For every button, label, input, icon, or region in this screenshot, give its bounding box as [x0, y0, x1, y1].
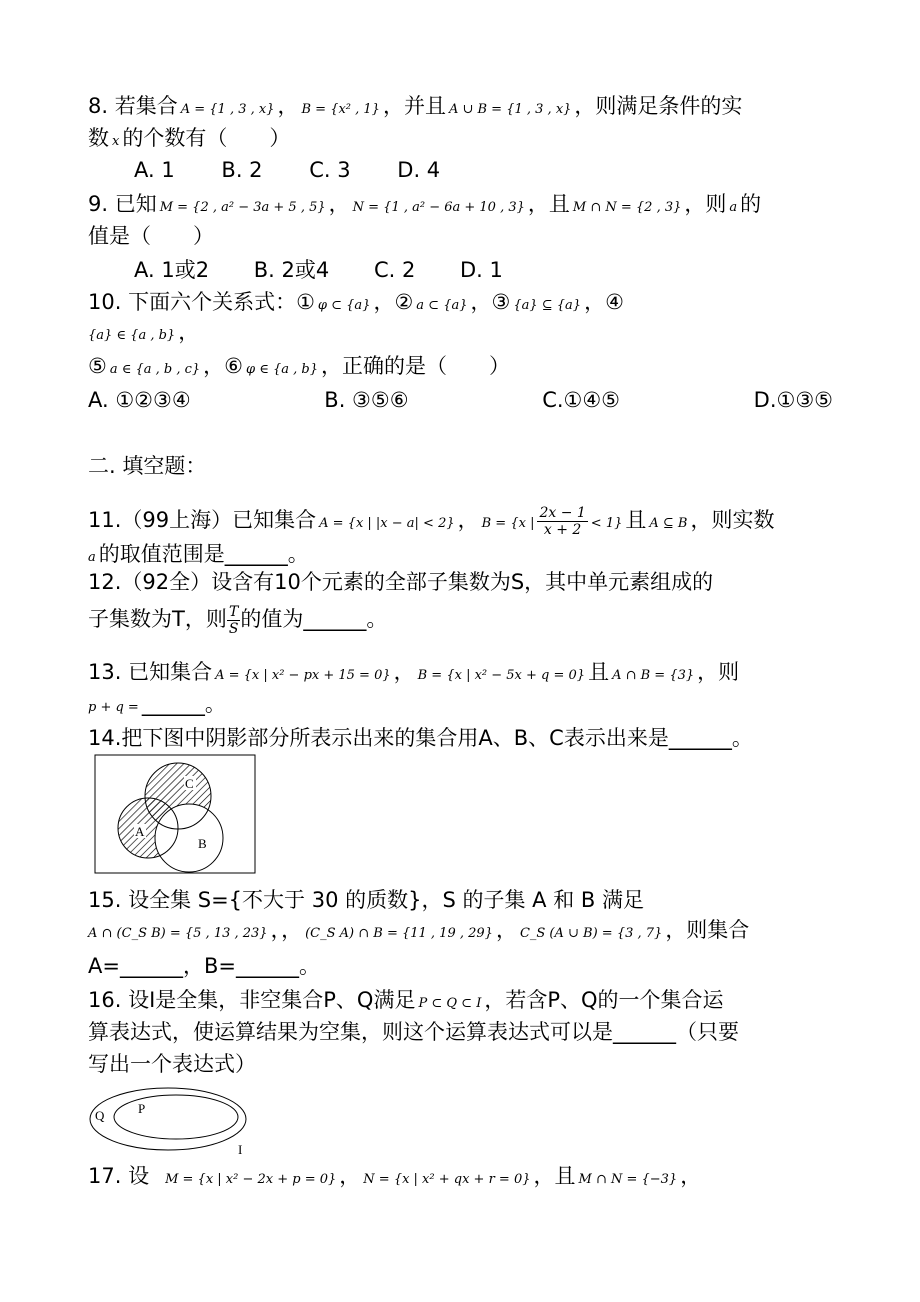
- q8-option-a: A. 1: [134, 158, 175, 182]
- q16-line1: 16. 设I是全集，非空集合P、Q满足 P ⊂ Q ⊂ I ，若含P、Q的一个集合运: [88, 988, 724, 1012]
- q9-line1: 9. 已知 M = {2 , a² − 3a + 5 , 5} ， N = {1 , a² − 6a + 10 , 3} ，且 M ∩ N = {2 , 3} ，则 a 的: [88, 192, 762, 216]
- q8-line1: 8. 若集合 A = {1 , 3 , x} ， B = {x² , 1} ，并且 A ∪ B = {1 , 3 , x} ，则满足条件的实: [88, 94, 743, 118]
- q13-line1: 13. 已知集合 A = {x | x² − px + 15 = 0} ， B = {x | x² − 5x + q = 0} 且 A ∩ B = {3} ，则: [88, 660, 740, 684]
- q8-option-b: B. 2: [221, 158, 263, 182]
- q9-option-a: A. 1或2: [134, 258, 210, 282]
- q9-options: [134, 256, 894, 284]
- q17-line1: 17. 设 M = {x | x² − 2x + p = 0} ， N = {x | x² + qx + r = 0} ，且 M ∩ N = {−3} ，: [88, 1164, 702, 1188]
- q13-line2: p + q = ______。: [88, 692, 226, 716]
- q16-line2: 算表达式，使运算结果为空集，则这个运算表达式可以是______（只要: [88, 1020, 739, 1044]
- venn-label-c: C: [185, 776, 194, 791]
- q9-line2: 值是（ ）: [88, 224, 214, 248]
- q11-line1: 11.（99上海）已知集合 A = {x | |x − a| < 2} ， B = {x | $\frac{2x - 1}{x + 2}$ < 1} 且 A ⊆ B ，则实数: [88, 504, 775, 538]
- q8-options: [134, 156, 894, 184]
- venn-label-a: A: [135, 824, 145, 839]
- q9-option-c: C. 2: [373, 258, 416, 282]
- q10-option-d: D.①③⑤: [753, 388, 833, 412]
- q10-option-b: B. ③⑤⑥: [324, 388, 409, 412]
- diagram-label-q: Q: [95, 1108, 105, 1123]
- q15-line2: A ∩ (C_S B) = {5 , 13 , 23} ，， (C_S A) ∩ B = {11 , 19 , 29} ， C_S (A ∪ B) = {3 , 7} ，则集合: [88, 918, 750, 942]
- q10-line2: {a} ∈ {a , b} ，: [88, 320, 200, 344]
- diagram-label-i: I: [238, 1142, 243, 1157]
- q14-line1: 14.把下图中阴影部分所表示出来的集合用A、B、C表示出来是______。: [88, 726, 753, 750]
- q8-option-d: D. 4: [397, 158, 441, 182]
- ellipse-p: [114, 1095, 238, 1139]
- q10-option-a: A. ①②③④: [88, 388, 191, 412]
- q10-option-c: C.①④⑤: [542, 388, 621, 412]
- subset-diagram-pqi: [88, 1086, 258, 1158]
- q16-line3: 写出一个表达式）: [88, 1052, 256, 1076]
- q12-fraction: $\frac{T}{S}$: [228, 603, 239, 637]
- q11-fraction: $\frac{2x - 1}{x + 2}$: [539, 504, 586, 538]
- q15-line3: A=______，B=______。: [88, 954, 320, 978]
- q10-options: [88, 386, 833, 414]
- q11-line2: a 的取值范围是______。: [88, 542, 309, 566]
- venn-label-b: B: [198, 836, 207, 851]
- ellipse-q: [90, 1088, 246, 1150]
- q12-line1: 12.（92全）设含有10个元素的全部子集数为S，其中单元素组成的: [88, 570, 714, 594]
- q10-line1: 10. 下面六个关系式：① φ ⊂ {a} ，② a ⊂ {a} ，③ {a} ⊆ {a} ，④: [88, 290, 624, 314]
- q10-line3: ⑤ a ∈ {a , b , c} ，⑥ φ ∈ {a , b} ，正确的是（ ）: [88, 354, 510, 378]
- q8-option-c: C. 3: [309, 158, 351, 182]
- q9-option-d: D. 1: [460, 258, 503, 282]
- q9-option-b: B. 2或4: [253, 258, 330, 282]
- q8-line2: 数x 的个数有（ ）: [88, 126, 291, 150]
- diagram-label-p: P: [138, 1101, 146, 1116]
- q15-line1: 15. 设全集 S={不大于 30 的质数}，S 的子集 A 和 B 满足: [88, 888, 644, 912]
- q12-line2: 子集数为T，则 $\frac{T}{S}$ 的值为______。: [88, 603, 388, 637]
- section-heading-fill-blank: 二. 填空题：: [88, 454, 207, 478]
- venn-diagram-abc: [94, 754, 256, 874]
